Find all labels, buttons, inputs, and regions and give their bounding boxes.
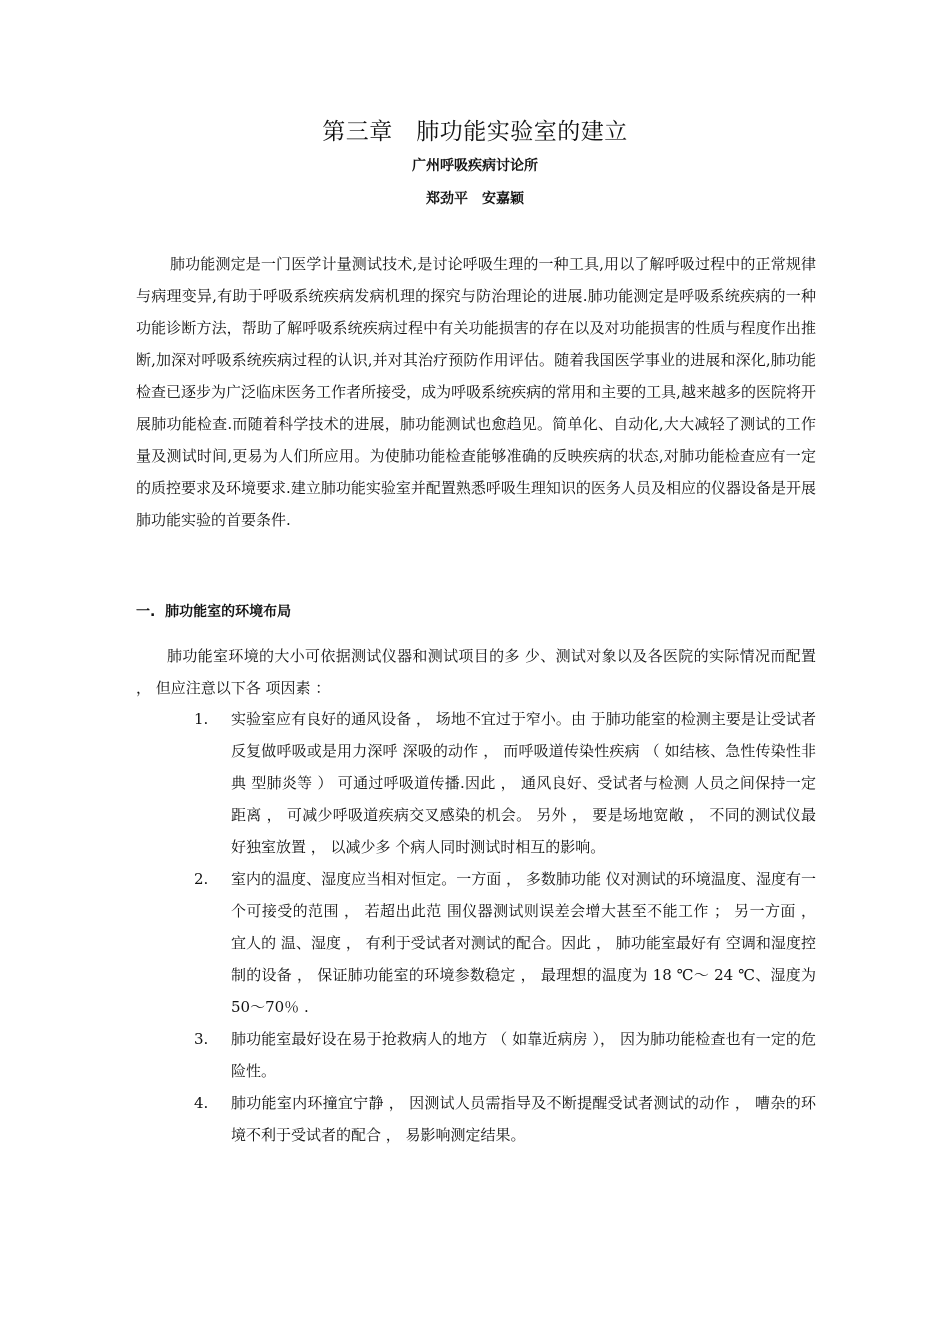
list-item-number: 1. [194, 710, 209, 728]
list-item [194, 863, 816, 1023]
list-item-number: 3. [194, 1030, 209, 1048]
section-intro: 肺功能室环境的大小可依据测试仪器和测试项目的多 少、测试对象以及各医院的实际情况而配置 ， 但应注意以下各 项因素 ： [136, 647, 816, 697]
authors: 郑劲平 安嘉颖 [426, 191, 524, 207]
list-item-number: 2. [194, 870, 209, 888]
chapter-title: 第三章 肺功能实验室的建立 [322, 119, 628, 145]
list-item [194, 1087, 816, 1151]
list-item-number: 4. [194, 1094, 209, 1112]
list-item [194, 703, 816, 863]
requirements-list [194, 703, 816, 1151]
section-heading: 一. 肺功能室的环境布局 [136, 604, 292, 620]
list-item [194, 1023, 816, 1087]
list-item-text: 肺功能室内环撞宜宁静 ， 因测试人员需指导及不断提醒受试者测试的动作 ， 嘈杂的环境不利于受试者的配合 ， 易影响测定结果。 [231, 1094, 816, 1144]
intro-paragraph: 肺功能测定是一门医学计量测试技术,是讨论呼吸生理的一种工具,用以了解呼吸过程中的正常规律与病理变异,有助于呼吸系统疾病发病机理的探究与防治理论的进展.肺功能测定是呼吸系统疾病的一种功能诊断方法，帮助了解呼吸系统疾病过程中有关功能损害的存在以及对功能损害的性质与程度作出推断,加深对呼吸系统疾病过程的认识,并对其治疗预防作用评估。随着我国医学事业的进展和深化,肺功能检查已逐步为广泛临床医务工作者所接受，成为呼吸系统疾病的常用和主要的工具,越来越多的医院将开展肺功能检查.而随着科学技术的进展，肺功能测试也愈趋见。简单化、自动化,大大减轻了测试的工作量及测试时间,更易为人们所应用。为使肺功能检查能够准确的反映疾病的状态,对肺功能检查应有一定的质控要求及环境要求.建立肺功能实验室并配置熟悉呼吸生理知识的医务人员及相应的仪器设备是开展肺功能实验的首要条件. [136, 255, 816, 529]
list-item-text: 室内的温度、湿度应当相对恒定。一方面 ， 多数肺功能 仪对测试的环境温度、湿度有一个可接受的范围 ， 若超出此范 围仪器测试则误差会增大甚至不能工作 ； 另一方面 ， 宜人的 温、湿度 ， 有利于受试者对测试的配合。因此 ， 肺功能室最好有 空调和湿度控制的设备 ， 保证肺功能室的环境参数稳定 ， 最理想的温度为 18 ℃～ 24 ℃、湿度为 50～70％ . [231, 870, 816, 1016]
affiliation: 广州呼吸疾病讨论所 [412, 158, 538, 174]
list-item-text: 肺功能室最好设在易于抢救病人的地方 （ 如靠近病房 ）， 因为肺功能检查也有一定的危险性。 [231, 1030, 816, 1080]
list-item-text: 实验室应有良好的通风设备 ， 场地不宜过于窄小。由 于肺功能室的检测主要是让受试者反复做呼吸或是用力深呼 深吸的动作 ， 而呼吸道传染性疾病 （ 如结核、急性传染性非典 型肺炎等 ） 可通过呼吸道传播.因此 ， 通风良好、受试者与检测 人员之间保持一定距离 ， 可减少呼吸道疾病交叉感染的机会。 另外 ， 要是场地宽敞 ， 不同的测试仪最好独室放置 ， 以减少多 个病人同时测试时相互的影响。 [231, 710, 816, 856]
